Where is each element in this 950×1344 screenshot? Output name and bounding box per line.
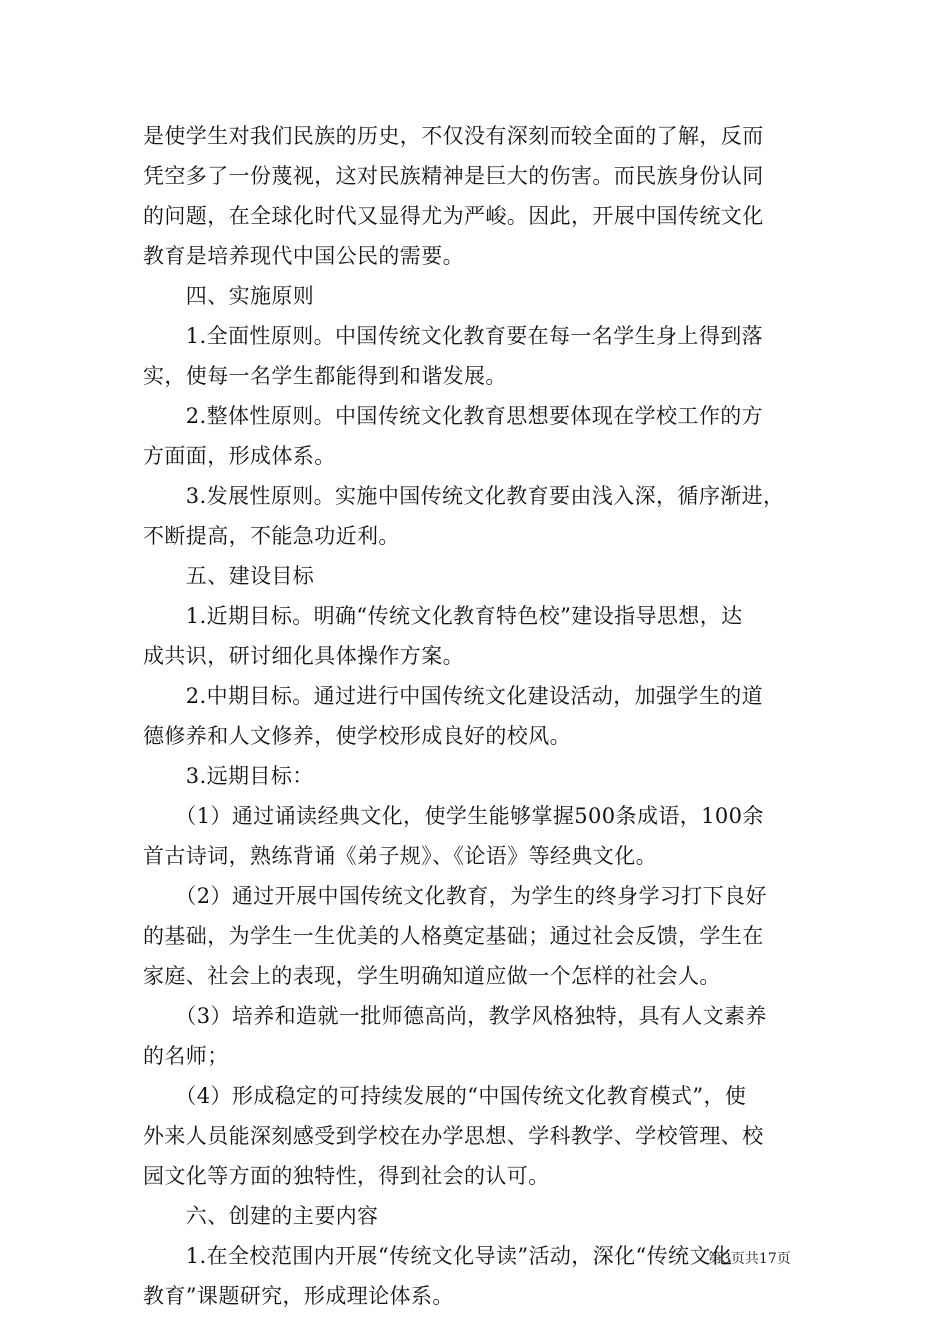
text-line: 1.全面性原则。中国传统文化教育要在每一名学生身上得到落 <box>143 324 764 348</box>
text-line: 是使学生对我们民族的历史，不仅没有深刻而较全面的了解，反而 <box>143 124 764 148</box>
text-line: 教育是培养现代中国公民的需要。 <box>143 244 464 268</box>
text-line: 方面面，形成体系。 <box>143 444 336 468</box>
section-heading-goals: 五、建设目标 <box>143 564 315 588</box>
text-line: 的问题，在全球化时代又显得尤为严峻。因此，开展中国传统文化 <box>143 204 764 228</box>
text-line: 成共识，研讨细化具体操作方案。 <box>143 644 464 668</box>
text-line: 实，使每一名学生都能得到和谐发展。 <box>143 364 507 388</box>
text-line: 1.在全校范围内开展“传统文化导读”活动，深化“传统文化 <box>143 1244 733 1268</box>
text-line: 的基础，为学生一生优美的人格奠定基础；通过社会反馈，学生在 <box>143 924 764 948</box>
body-text <box>143 116 807 1316</box>
text-line: 不断提高，不能急功近利。 <box>143 524 400 548</box>
text-line: （3）培养和造就一批师德高尚，教学风格独特，具有人文素养 <box>143 1004 767 1028</box>
text-line: 3.远期目标： <box>143 764 314 788</box>
section-heading-content: 六、创建的主要内容 <box>143 1204 379 1228</box>
text-line: 家庭、社会上的表现，学生明确知道应做一个怎样的社会人。 <box>143 964 721 988</box>
text-line: 首古诗词，熟练背诵《弟子规》、《论语》等经典文化。 <box>143 844 657 868</box>
text-line: （4）形成稳定的可持续发展的“中国传统文化教育模式”，使 <box>143 1084 747 1108</box>
text-line: 凭空多了一份蔑视，这对民族精神是巨大的伤害。而民族身份认同 <box>143 164 764 188</box>
text-line: 1.近期目标。明确“传统文化教育特色校”建设指导思想，达 <box>143 604 743 628</box>
page-number-footer: 第3页共17页 <box>708 1251 791 1267</box>
text-line: 德修养和人文修养，使学校形成良好的校风。 <box>143 724 571 748</box>
document-body <box>143 116 807 1316</box>
text-line: 3.发展性原则。实施中国传统文化教育要由浅入深，循序渐进， <box>143 484 785 508</box>
text-line: 2.中期目标。通过进行中国传统文化建设活动，加强学生的道 <box>143 684 764 708</box>
section-heading-principles: 四、实施原则 <box>143 284 315 308</box>
text-line: （1）通过诵读经典文化，使学生能够掌握500条成语，100余 <box>143 804 764 828</box>
text-line: 教育”课题研究，形成理论体系。 <box>143 1284 454 1308</box>
text-line: （2）通过开展中国传统文化教育，为学生的终身学习打下良好 <box>143 884 767 908</box>
text-line: 的名师； <box>143 1044 229 1068</box>
text-line: 园文化等方面的独特性，得到社会的认可。 <box>143 1164 550 1188</box>
text-line: 2.整体性原则。中国传统文化教育思想要体现在学校工作的方 <box>143 404 764 428</box>
text-line: 外来人员能深刻感受到学校在办学思想、学科教学、学校管理、校 <box>143 1124 764 1148</box>
